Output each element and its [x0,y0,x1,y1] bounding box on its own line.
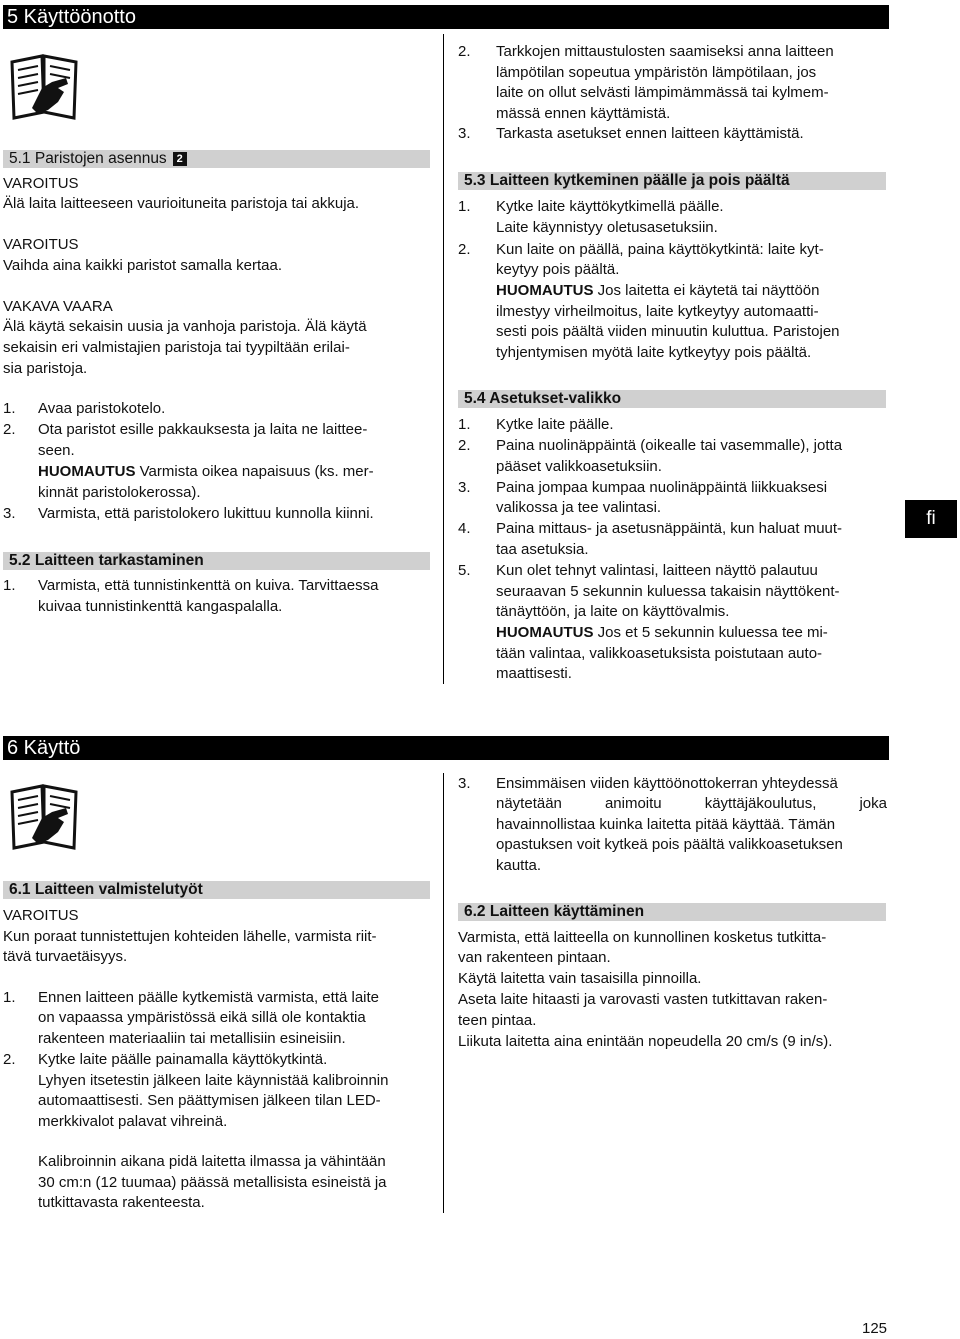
list-item: Kun olet tehnyt valintasi, laitteen näyttö palautuu [496,562,818,579]
note-text [496,623,828,644]
list-item: on vapaassa ympäristössä eikä sillä ole kontaktia [38,1009,366,1026]
section-5-4-title: 5.4 Asetukset-valikko [458,390,886,408]
read-manual-icon [8,52,80,122]
list-item: Laite käynnistyy oletusasetuksiin. [496,219,718,236]
warning-text: Vaihda aina kaikki paristot samalla kertaa. [3,257,283,274]
list-item: Tarkkojen mittaustulosten saamiseksi anna laitteen [496,43,834,60]
list-number: 2. [3,1051,16,1068]
note-text: ilmestyy virheilmoitus, laite kytkeytyy automaatti- [496,303,819,320]
list-number: 3. [458,125,471,142]
warning-heading: VAROITUS [3,236,79,253]
note-text: maattisesti. [496,665,572,682]
warning-heading: VAROITUS [3,175,79,192]
list-number: 1. [3,400,16,417]
danger-heading: VAKAVA VAARA [3,298,113,315]
list-item: Kytke laite päälle. [496,416,614,433]
warning-text: Kun poraat tunnistettujen kohteiden lähelle, varmista riit- [3,928,377,945]
paragraph: Aseta laite hitaasti ja varovasti vasten tutkittavan raken- [458,991,828,1008]
list-number: 1. [3,577,16,594]
list-item: taa asetuksia. [496,541,589,558]
list-number: 5. [458,562,471,579]
note-keyword: HUOMAUTUS [38,463,136,480]
warning-text: tävä turvaetäisyys. [3,948,128,965]
list-item: Ennen laitteen päälle kytkemistä varmista, että laite [38,989,380,1006]
list-number: 1. [458,198,471,215]
section-5-1-label: 5.1 Paristojen asennus [9,150,167,167]
danger-text: sia paristoja. [3,360,88,377]
list-number: 2. [458,43,471,60]
list-number: 4. [458,520,471,537]
list-number: 1. [458,416,471,433]
list-item: tänäyttöön, ja laite on käyttövalmis. [496,603,730,620]
list-number: 2. [3,421,16,438]
list-item: merkkivalot palavat vihreinä. [38,1113,228,1130]
list-number: 3. [458,775,471,792]
list-item: pääset valikkoasetuksiin. [496,458,662,475]
list-item: kautta. [496,857,542,874]
paragraph: teen pintaa. [458,1012,537,1029]
list-item: Kun laite on päällä, paina käyttökytkintä: laite kyt- [496,241,824,258]
list-item: automaattisesti. Sen päättymisen jälkeen tilan LED- [38,1092,381,1109]
list-item: keytyy pois päältä. [496,261,620,278]
paragraph: Kalibroinnin aikana pidä laitetta ilmassa ja vähintään [38,1153,386,1170]
list-item: lämpötilan sopeutua ympäristön lämpötilaan, jos [496,64,817,81]
list-item: seen. [38,442,75,459]
list-item: Varmista, että paristolokero lukittuu kunnolla kiinni. [38,505,374,522]
list-number: 3. [458,479,471,496]
section-6-2-title: 6.2 Laitteen käyttäminen [458,903,886,921]
note-text [38,462,374,483]
list-item: Lyhyen itsetestin jälkeen laite käynnistää kalibroinnin [38,1072,389,1089]
note-text: tyhjentymisen myötä laite kytkeytyy pois päältä. [496,344,812,361]
paragraph: Käytä laitetta vain tasaisilla pinnoilla. [458,970,702,987]
section-5-1-title [3,150,430,168]
figure-badge: 2 [173,152,187,166]
list-item: kuivaa tunnistinkenttä kangaspalalla. [38,598,283,615]
note-text: tään valintaa, valikkoasetuksista poistutaan auto- [496,645,823,662]
paragraph: tutkittavasta rakenteesta. [38,1194,205,1211]
list-number: 3. [3,505,16,522]
list-item: valikossa ja tee valintasi. [496,499,662,516]
list-item: opastuksen voit kytkeä pois päältä valikkoasetuksen [496,836,843,853]
list-item: laite on ollut selvästi lämpimämmässä tai kylmem- [496,84,829,101]
note-text [496,281,819,302]
list-item: Paina mittaus- ja asetusnäppäintä, kun haluat muut- [496,520,843,537]
paragraph: 30 cm:n (12 tuumaa) päässä metallisista esineistä ja [38,1174,387,1191]
list-item: Kytke laite käyttökytkimellä päälle. [496,198,724,215]
warning-text: Älä laita laitteeseen vaurioituneita paristoja tai akkuja. [3,195,360,212]
danger-text: sekaisin eri valmistajien paristoja tai tyypiltään erilai- [3,339,350,356]
note-keyword: HUOMAUTUS [496,282,594,299]
list-item: Avaa paristokotelo. [38,400,166,417]
note-line: Jos laitetta ei käytetä tai näyttöön [593,282,820,299]
list-item: mässä ennen käyttämistä. [496,105,671,122]
list-item: rakenteen materiaaliin tai metallisiin esineisiin. [38,1030,346,1047]
list-item: Tarkasta asetukset ennen laitteen käyttämistä. [496,125,804,142]
warning-heading: VAROITUS [3,907,79,924]
section-6-1-title: 6.1 Laitteen valmistelutyöt [3,881,430,899]
note-keyword: HUOMAUTUS [496,624,594,641]
list-item: Ensimmäisen viiden käyttöönottokerran yhteydessä [496,775,838,792]
note-text: kinnät paristolokerossa). [38,484,201,501]
list-number: 2. [458,437,471,454]
section-5-2-title: 5.2 Laitteen tarkastaminen [3,552,430,570]
page-number: 125 [862,1320,888,1337]
list-item: näytetään animoitu käyttäjäkoulutus, joka [496,795,887,812]
column-divider [443,773,444,1213]
note-line: Jos et 5 sekunnin kuluessa tee mi- [593,624,828,641]
column-divider [443,34,444,684]
read-manual-icon [8,782,80,852]
list-item: Varmista, että tunnistinkenttä on kuiva. Tarvittaessa [38,577,379,594]
list-item: Kytke laite päälle painamalla käyttökytkintä. [38,1051,328,1068]
list-item: Paina jompaa kumpaa nuolinäppäintä liikkuaksesi [496,479,828,496]
list-item: Ota paristot esille pakkauksesta ja laita ne laittee- [38,421,368,438]
list-number: 1. [3,989,16,1006]
chapter-5-title: 5 Käyttöönotto [3,5,889,29]
chapter-6-title: 6 Käyttö [3,736,889,760]
paragraph: van rakenteen pintaan. [458,949,611,966]
note-line: Varmista oikea napaisuus (ks. mer- [135,463,374,480]
list-item: seuraavan 5 sekunnin kuluessa takaisin näyttökent- [496,583,840,600]
paragraph: Varmista, että laitteella on kunnollinen kosketus tutkitta- [458,929,827,946]
danger-text: Älä käytä sekaisin uusia ja vanhoja paristoja. Älä käytä [3,318,367,335]
list-item: Paina nuolinäppäintä (oikealle tai vasemmalle), jotta [496,437,843,454]
section-5-3-title: 5.3 Laitteen kytkeminen päälle ja pois päältä [458,172,886,190]
paragraph: Liikuta laitetta aina enintään nopeudella 20 cm/s (9 in/s). [458,1033,833,1050]
note-text: sesti pois päältä viiden minuutin kuluttua. Paristojen [496,323,840,340]
list-item: havainnollistaa kuinka laitetta pitää käyttää. Tämän [496,816,836,833]
list-number: 2. [458,241,471,258]
language-tab: fi [905,500,957,538]
